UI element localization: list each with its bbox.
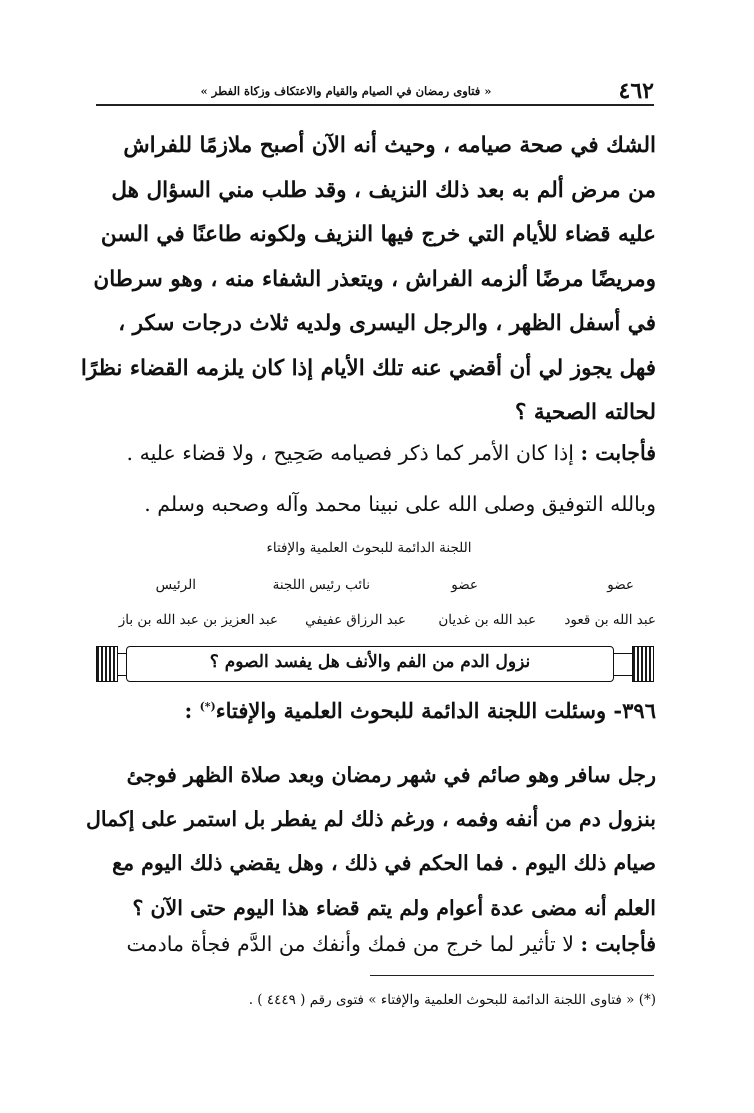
member-name: عبد الله بن غديان: [438, 612, 536, 628]
heading-text: ٣٩٦- وسئلت اللجنة الدائمة للبحوث العلمية والإفتاء: [215, 698, 656, 723]
question-2-heading: [82, 698, 656, 723]
closing-prayer: وبالله التوفيق وصلى الله على نبينا محمد وآله وصحبه وسلم .: [144, 492, 656, 516]
running-title: « فتاوى رمضان في الصيام والقيام والاعتكاف وزكاة الفطر »: [200, 84, 492, 98]
question-1-text: [82, 124, 656, 436]
role-label: عضو: [451, 577, 478, 593]
footnote-marker: (*): [199, 700, 216, 713]
text-line: ومريضًا مرضًا ألزمه الفراش ، ويتعذر الشفاء منه ، وهو سرطان: [93, 266, 656, 292]
answer-text: إذا كان الأمر كما ذكر فصيامه صَحِيح ، ولا قضاء عليه .: [126, 441, 581, 465]
member-name: عبد الله بن قعود: [564, 612, 656, 628]
committee-roles: [82, 577, 656, 597]
text-line: صيام ذلك اليوم . فما الحكم في ذلك ، وهل يقضي ذلك اليوم مع: [112, 851, 656, 876]
footnote-rule: [370, 975, 654, 976]
text-line: بنزول دم من أنفه وفمه ، ورغم ذلك لم يفطر بل استمر على إكمال: [85, 807, 656, 832]
section-banner: [96, 645, 654, 685]
text-line: فهل يجوز لي أن أقضي عنه تلك الأيام إذا كان يلزمه القضاء نظرًا: [80, 355, 656, 381]
member-name: عبد العزيز بن عبد الله بن باز: [118, 612, 278, 628]
role-label: الرئيس: [155, 577, 196, 593]
text-line: الشك في صحة صيامه ، وحيث أنه الآن أصبح ملازمًا للفراش: [123, 133, 656, 158]
page-number: ٤٦٢: [618, 78, 654, 104]
committee-title: اللجنة الدائمة للبحوث العلمية والإفتاء: [266, 540, 472, 556]
question-2-text: [82, 753, 656, 930]
text-line: من مرض ألم به بعد ذلك النزيف ، وقد طلب مني السؤال هل: [111, 177, 656, 203]
role-label: نائب رئيس اللجنة: [272, 577, 370, 593]
footnote: (*) « فتاوى اللجنة الدائمة للبحوث العلمية والإفتاء » فتوى رقم ( ٤٤٤٩ ) .: [248, 992, 656, 1008]
heading-end: :: [184, 698, 200, 723]
text-line: العلم أنه مضى عدة أعوام ولم يتم قضاء هذا اليوم حتى الآن ؟: [132, 895, 656, 920]
answer-2: [82, 932, 656, 956]
text-line: عليه قضاء للأيام التي خرج فيها النزيف ولكونه طاعنًا في السن: [100, 222, 656, 247]
member-name: عبد الرزاق عفيفي: [305, 612, 406, 628]
banner-ornament: [96, 646, 118, 682]
answer-lead: فأجابت :: [580, 441, 656, 465]
text-line: رجل سافر وهو صائم في شهر رمضان وبعد صلاة الظهر فوجئ: [126, 763, 656, 787]
answer-lead: فأجابت :: [580, 932, 656, 956]
text-line: لحالته الصحية ؟: [515, 400, 656, 425]
section-title: نزول الدم من الفم والأنف هل يفسد الصوم ؟: [209, 652, 531, 672]
committee-names: [82, 612, 656, 632]
answer-text: لا تأثير لما خرج من فمك وأنفك من الدَّم فجأة مادمت: [126, 932, 581, 956]
running-header: [96, 78, 654, 104]
header-rule: [96, 104, 654, 106]
banner-ornament: [632, 646, 654, 682]
answer-1: [82, 441, 656, 465]
role-label: عضو: [607, 577, 634, 593]
text-line: في أسفل الظهر ، والرجل اليسرى ولديه ثلاث درجات سكر ،: [118, 311, 656, 336]
